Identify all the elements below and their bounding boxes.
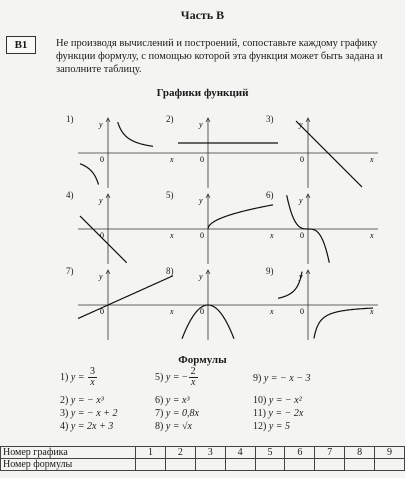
y-axis-label: y xyxy=(99,196,103,205)
y-axis-label: y xyxy=(199,120,203,129)
graph-plot xyxy=(278,194,378,264)
fraction-denominator: x xyxy=(190,377,196,388)
y-axis-label: y xyxy=(299,272,303,281)
graph-plot xyxy=(78,270,178,340)
formula-text: y = x³ xyxy=(165,395,190,406)
graph-number: 6) xyxy=(266,190,274,200)
graph-col-7: 7 xyxy=(315,447,345,459)
graph-col-4: 4 xyxy=(225,447,255,459)
formula-text: y = − x² xyxy=(268,395,302,406)
graph-9 xyxy=(266,266,378,340)
answer-cell-1[interactable] xyxy=(136,459,166,471)
formula-3 xyxy=(60,408,117,419)
graph-col-5: 5 xyxy=(255,447,285,459)
fraction-numerator: 2 xyxy=(190,366,196,377)
formula-number: 12) xyxy=(253,421,269,432)
x-axis-label: x xyxy=(170,307,174,316)
graph-1 xyxy=(66,114,178,188)
y-axis-label: y xyxy=(299,196,303,205)
graph-7 xyxy=(66,266,178,340)
formula-number: 2) xyxy=(60,395,71,406)
graph-plot xyxy=(78,118,178,188)
graph-8 xyxy=(166,266,278,340)
graph-number: 5) xyxy=(166,190,174,200)
answer-cell-7[interactable] xyxy=(315,459,345,471)
formula-4 xyxy=(60,421,113,432)
formula-7 xyxy=(155,408,199,419)
formula-text: y = √x xyxy=(165,421,192,432)
y-axis-label: y xyxy=(299,120,303,129)
graph-number: 2) xyxy=(166,114,174,124)
function-curve xyxy=(80,216,127,263)
graph-col-8: 8 xyxy=(345,447,375,459)
graph-col-1: 1 xyxy=(136,447,166,459)
fraction-numerator: 3 xyxy=(90,366,96,377)
graph-4 xyxy=(66,190,178,264)
graph-plot xyxy=(178,194,278,264)
y-axis-label: y xyxy=(99,120,103,129)
formula-number: 7) xyxy=(155,408,166,419)
answer-cell-6[interactable] xyxy=(285,459,315,471)
formula-number: 10) xyxy=(253,395,269,406)
formula-9 xyxy=(253,373,310,384)
function-curve xyxy=(314,308,373,338)
graph-number: 9) xyxy=(266,266,274,276)
graph-col-2: 2 xyxy=(165,447,195,459)
formula-text: y = − x³ xyxy=(70,395,104,406)
origin-label: 0 xyxy=(300,307,304,316)
formula-number: 1) xyxy=(60,371,69,383)
graph-number: 1) xyxy=(66,114,74,124)
graph-5 xyxy=(166,190,278,264)
y-axis-label: y xyxy=(199,196,203,205)
formula-number-label: Номер формулы xyxy=(1,459,136,471)
origin-label: 0 xyxy=(100,231,104,240)
graph-plot xyxy=(178,270,278,340)
formula-number: 4) xyxy=(60,421,71,432)
graph-3 xyxy=(266,114,378,188)
part-title: Часть В xyxy=(180,8,225,22)
answer-cell-3[interactable] xyxy=(195,459,225,471)
y-axis-label: y xyxy=(199,272,203,281)
graph-number: 4) xyxy=(66,190,74,200)
formula-lhs: y = xyxy=(165,371,180,383)
graph-plot xyxy=(278,270,378,340)
graph-plot xyxy=(78,194,178,264)
formula-number: 11) xyxy=(253,408,269,419)
formula-sign: − xyxy=(182,371,188,383)
formula-number: 9) xyxy=(253,373,264,384)
task-instructions: Не производя вычислений и построений, сопоставьте каждому графику функции формулу, с помощью которой эта функция может быть задана и заполните таблицу. xyxy=(56,38,383,75)
graph-col-6: 6 xyxy=(285,447,315,459)
graph-number-row xyxy=(1,447,405,459)
answer-table xyxy=(0,446,405,471)
x-axis-label: x xyxy=(370,231,374,240)
graphs-title: Графики функций xyxy=(156,87,249,99)
formulas-title: Формулы xyxy=(178,354,227,366)
formula-text: y = − x + 2 xyxy=(70,408,118,419)
graph-number: 7) xyxy=(66,266,74,276)
formula-lhs: y = xyxy=(70,371,85,383)
formula-text: y = − x − 3 xyxy=(263,373,311,384)
formula-6 xyxy=(155,395,189,406)
answer-cell-2[interactable] xyxy=(165,459,195,471)
origin-label: 0 xyxy=(200,231,204,240)
formula-10 xyxy=(253,395,302,406)
graph-6 xyxy=(266,190,378,264)
graph-plot xyxy=(278,118,378,188)
origin-label: 0 xyxy=(300,231,304,240)
formula-11 xyxy=(253,408,303,419)
answer-cell-4[interactable] xyxy=(225,459,255,471)
origin-label: 0 xyxy=(100,155,104,164)
origin-label: 0 xyxy=(200,155,204,164)
formula-12 xyxy=(253,421,290,432)
formula-text: y = 5 xyxy=(268,421,291,432)
fraction-denominator: x xyxy=(90,377,95,388)
function-curve xyxy=(80,164,99,185)
formula-1 xyxy=(60,367,97,388)
task-code: B1 xyxy=(6,36,36,54)
answer-cell-8[interactable] xyxy=(345,459,375,471)
x-axis-label: x xyxy=(370,155,374,164)
x-axis-label: x xyxy=(270,231,274,240)
x-axis-label: x xyxy=(170,155,174,164)
x-axis-label: x xyxy=(270,307,274,316)
graph-number: 8) xyxy=(166,266,174,276)
formula-8 xyxy=(155,421,192,432)
graph-col-3: 3 xyxy=(195,447,225,459)
graph-number: 3) xyxy=(266,114,274,124)
function-curve xyxy=(296,121,362,187)
answer-cell-9[interactable] xyxy=(375,459,405,471)
formula-number-row xyxy=(1,459,405,471)
formula-number: 3) xyxy=(60,408,71,419)
y-axis-label: y xyxy=(99,272,103,281)
origin-label: 0 xyxy=(100,307,104,316)
x-axis-label: x xyxy=(370,307,374,316)
graph-col-9: 9 xyxy=(375,447,405,459)
formula-text: y = 0,8x xyxy=(165,408,199,419)
formula-5 xyxy=(155,367,198,388)
graph-2 xyxy=(166,114,278,188)
formula-2 xyxy=(60,395,104,406)
formula-number: 6) xyxy=(155,395,166,406)
formula-number: 8) xyxy=(155,421,166,432)
x-axis-label: x xyxy=(170,231,174,240)
formula-number: 5) xyxy=(155,371,164,383)
function-curve xyxy=(208,205,273,229)
graph-plot xyxy=(178,118,278,188)
origin-label: 0 xyxy=(200,307,204,316)
origin-label: 0 xyxy=(300,155,304,164)
function-curve xyxy=(78,276,173,319)
formula-text: y = 2x + 3 xyxy=(70,421,114,432)
formula-text: y = − 2x xyxy=(268,408,304,419)
answer-cell-5[interactable] xyxy=(255,459,285,471)
graph-number-label: Номер графика xyxy=(1,447,136,459)
function-curve xyxy=(118,122,153,146)
